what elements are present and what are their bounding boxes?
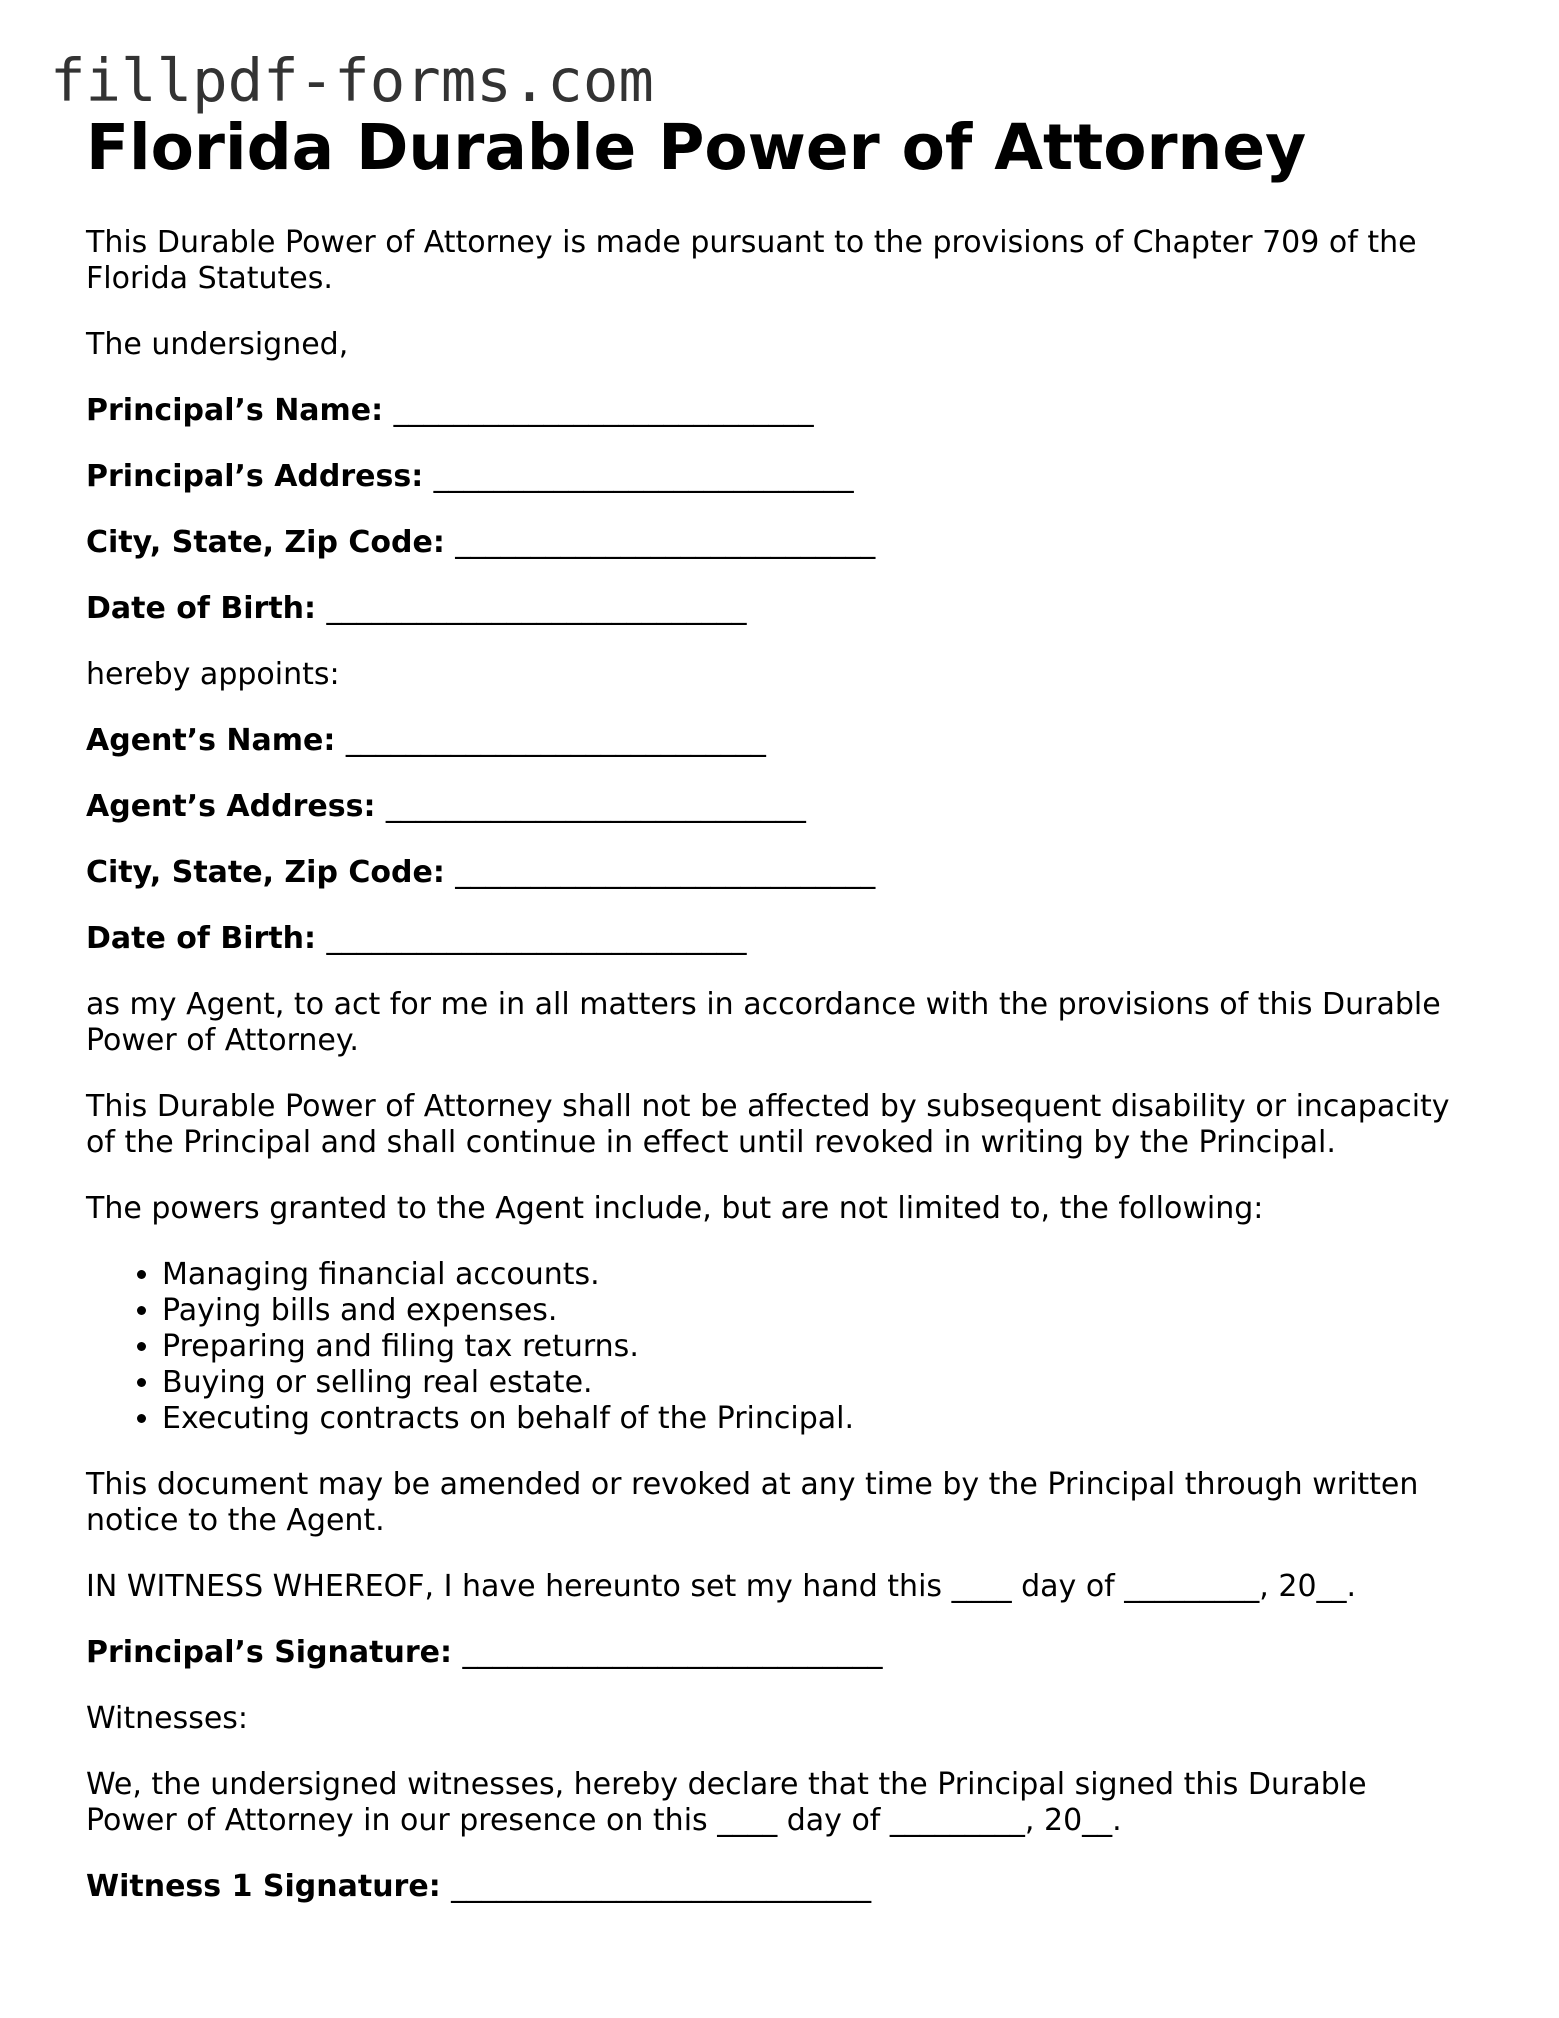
intro-paragraph: This Durable Power of Attorney is made pursuant to the provisions of Chapter 709 of the Florida Statutes. xyxy=(86,225,1417,296)
list-item: • Buying or selling real estate. xyxy=(162,1365,1486,1401)
document xyxy=(86,108,1486,1905)
principal-dob-label: Date of Birth: xyxy=(86,591,317,626)
undersigned-text: The undersigned, xyxy=(86,327,349,362)
principal-name-field[interactable] xyxy=(86,393,1486,429)
durability-paragraph: This Durable Power of Attorney shall not be affected by subsequent disability or incapacity of the Principal and shall continue in effect until revoked in writing by the Principal. xyxy=(86,1089,1450,1160)
agent-city-field[interactable] xyxy=(86,855,1486,891)
page-title: Florida Durable Power of Attorney xyxy=(86,111,1307,184)
agent-role-paragraph: as my Agent, to act for me in all matters in accordance with the provisions of this Durable Power of Attorney. xyxy=(86,987,1441,1058)
principal-signature-field[interactable] xyxy=(86,1635,1486,1671)
witness-declaration-paragraph: We, the undersigned witnesses, hereby declare that the Principal signed this Durable Power of Attorney in our presence on this ____ day of _________, 20__. xyxy=(86,1767,1367,1838)
principal-name-label: Principal’s Name: xyxy=(86,393,384,428)
list-item: • Managing financial accounts. xyxy=(162,1257,1486,1293)
principal-address-label: Principal’s Address: xyxy=(86,459,424,494)
agent-city-label: City, State, Zip Code: xyxy=(86,855,445,890)
principal-address-blank[interactable]: ____________________________ xyxy=(433,459,854,494)
principal-signature-label: Principal’s Signature: xyxy=(86,1635,452,1670)
agent-name-blank[interactable]: ____________________________ xyxy=(345,723,766,758)
agent-address-field[interactable] xyxy=(86,789,1486,825)
principal-dob-blank[interactable]: ____________________________ xyxy=(326,591,747,626)
principal-city-blank[interactable]: ____________________________ xyxy=(455,525,876,560)
powers-intro: The powers granted to the Agent include, but are not limited to, the following: xyxy=(86,1191,1264,1226)
list-item: • Paying bills and expenses. xyxy=(162,1293,1486,1329)
principal-dob-field[interactable] xyxy=(86,591,1486,627)
witness1-signature-label: Witness 1 Signature: xyxy=(86,1869,441,1904)
witness1-signature-field[interactable] xyxy=(86,1869,1486,1905)
principal-address-field[interactable] xyxy=(86,459,1486,495)
agent-name-field[interactable] xyxy=(86,723,1486,759)
principal-city-field[interactable] xyxy=(86,525,1486,561)
principal-name-blank[interactable]: ____________________________ xyxy=(393,393,814,428)
amendment-paragraph: This document may be amended or revoked at any time by the Principal through written notice to the Agent. xyxy=(86,1467,1419,1538)
agent-city-blank[interactable]: ____________________________ xyxy=(455,855,876,890)
powers-list xyxy=(86,1257,1486,1437)
principal-city-label: City, State, Zip Code: xyxy=(86,525,445,560)
agent-address-label: Agent’s Address: xyxy=(86,789,376,824)
appoints-text: hereby appoints: xyxy=(86,657,340,692)
list-item: • Executing contracts on behalf of the Principal. xyxy=(162,1401,1486,1437)
witness-whereof-text: IN WITNESS WHEREOF, I have hereunto set my hand this ____ day of _________, 20__. xyxy=(86,1569,1357,1604)
watermark: fillpdf-forms.com xyxy=(50,46,654,115)
agent-address-blank[interactable]: ____________________________ xyxy=(385,789,806,824)
agent-name-label: Agent’s Name: xyxy=(86,723,336,758)
agent-dob-blank[interactable]: ____________________________ xyxy=(326,921,747,956)
agent-dob-label: Date of Birth: xyxy=(86,921,317,956)
list-item: • Preparing and filing tax returns. xyxy=(162,1329,1486,1365)
witness1-signature-blank[interactable]: ____________________________ xyxy=(451,1869,872,1904)
principal-signature-blank[interactable]: ____________________________ xyxy=(462,1635,883,1670)
agent-dob-field[interactable] xyxy=(86,921,1486,957)
witnesses-label: Witnesses: xyxy=(86,1701,249,1736)
